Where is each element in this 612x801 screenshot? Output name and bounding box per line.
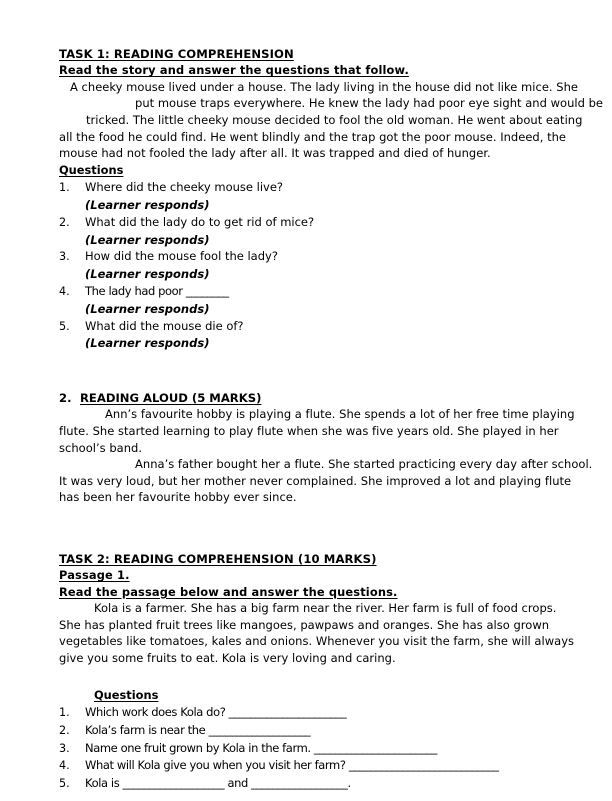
learner-response-placeholder: (Learner responds) (85, 197, 210, 212)
question-row (59, 740, 553, 758)
paragraph-line: Anna’s father bought her a flute. She started practicing every day after school. (135, 457, 593, 472)
list-item (59, 179, 553, 214)
story-line: A cheeky mouse lived under a house. The lady living in the house did not like mice. She (70, 79, 579, 94)
paragraph-line: flute. She started learning to play flute when she was five years old. She played in her (59, 423, 559, 438)
list-item (59, 318, 553, 353)
question-text: Kola’s farm is near the ___________________ (85, 722, 311, 737)
task2-heading (59, 551, 553, 567)
story-line: all the food he could find. He went blindly and the trap got the poor mouse. Indeed, the (59, 129, 567, 144)
reading-aloud-paragraph-1 (59, 406, 575, 456)
reading-aloud-number: 2. (59, 391, 72, 406)
question-text: Kola is ___________________ and __________________. (85, 776, 351, 791)
question-number: 1. (59, 181, 70, 195)
task2-instruction (59, 584, 553, 601)
reading-aloud-paragraph-2 (59, 456, 593, 506)
section-spacer (59, 544, 553, 551)
task1-question-list (59, 179, 553, 352)
question-row (59, 248, 553, 266)
learner-response-placeholder: (Learner responds) (85, 232, 210, 247)
task2-heading-text: TASK 2: READING COMPREHENSION (10 MARKS) (59, 551, 377, 566)
task2-passage (59, 600, 575, 666)
section-spacer (59, 667, 553, 685)
question-row (59, 179, 553, 197)
learner-response-placeholder: (Learner responds) (85, 267, 210, 282)
question-text: The lady had poor ________ (85, 283, 229, 298)
question-row (59, 214, 553, 232)
learner-response-placeholder: (Learner responds) (85, 336, 210, 351)
question-text: Which work does Kola do? ______________________ (85, 705, 347, 720)
task1-instruction-text: Read the story and answer the questions that follow. (59, 63, 409, 78)
task1-questions-heading (59, 162, 553, 178)
reading-aloud-heading (59, 390, 553, 406)
question-row (59, 318, 553, 336)
task1-instruction (59, 62, 553, 79)
passage-line: She has planted fruit trees like mangoes, pawpaws and oranges. She has also grown (59, 617, 550, 632)
question-row (59, 775, 553, 793)
question-row (59, 757, 553, 775)
task1-heading (59, 46, 553, 62)
question-number: 2. (59, 723, 70, 737)
task2-question-list (59, 704, 553, 793)
story-line: mouse had not fooled the lady after all. It was trapped and died of hunger. (59, 146, 491, 161)
list-item (59, 248, 553, 283)
story-line: tricked. The little cheeky mouse decided to fool the old woman. He went about eating (86, 112, 583, 127)
learner-response-placeholder: (Learner responds) (85, 301, 210, 316)
task2-passage-label (59, 567, 553, 584)
passage-line: give you some fruits to eat. Kola is very loving and caring. (59, 651, 396, 666)
question-text: How did the mouse fool the lady? (85, 249, 278, 264)
passage-line: Kola is a farmer. She has a big farm near the river. Her farm is full of food crops. (94, 601, 557, 616)
list-item (59, 214, 553, 249)
question-number: 5. (59, 777, 70, 791)
question-number: 5. (59, 319, 70, 333)
question-number: 2. (59, 215, 70, 229)
question-number: 1. (59, 706, 70, 720)
reading-aloud-heading-text: READING ALOUD (5 MARKS) (80, 391, 262, 406)
section-spacer (59, 352, 553, 390)
task2-questions-heading (59, 687, 553, 703)
section-spacer (59, 506, 553, 544)
paragraph-line: school’s band. (59, 440, 143, 455)
paragraph-line: Ann’s favourite hobby is playing a flute. She spends a lot of her free time playing (105, 407, 575, 422)
passage-line: vegetables like tomatoes, kales and onions. Whenever you visit the farm, she will always (59, 634, 575, 649)
task1-story (59, 79, 604, 162)
question-number: 4. (59, 284, 70, 298)
task2-questions-heading-text: Questions (94, 687, 159, 702)
question-row (59, 704, 553, 722)
story-line: put mouse traps everywhere. He knew the lady had poor eye sight and would be (135, 96, 604, 111)
task1-heading-text: TASK 1: READING COMPREHENSION (59, 47, 294, 61)
paragraph-line: has been her favourite hobby ever since. (59, 490, 297, 505)
question-text: What did the lady do to get rid of mice? (85, 214, 315, 229)
question-text: What did the mouse die of? (85, 318, 244, 333)
question-text: What will Kola give you when you visit her farm? ____________________________ (85, 758, 499, 773)
question-number: 3. (59, 741, 70, 755)
list-item (59, 283, 553, 318)
task2-instruction-text: Read the passage below and answer the questions. (59, 584, 398, 599)
question-row (59, 283, 553, 301)
question-text: Name one fruit grown by Kola in the farm. _______________________ (85, 740, 437, 755)
task1-questions-heading-text: Questions (59, 162, 124, 177)
question-text: Where did the cheeky mouse live? (85, 180, 284, 195)
task2-passage-label-text: Passage 1. (59, 568, 130, 583)
paragraph-line: It was very loud, but her mother never complained. She improved a lot and playing flute (59, 473, 572, 488)
question-row (59, 722, 553, 740)
question-number: 4. (59, 759, 70, 773)
worksheet-content (59, 46, 604, 793)
question-number: 3. (59, 250, 70, 264)
